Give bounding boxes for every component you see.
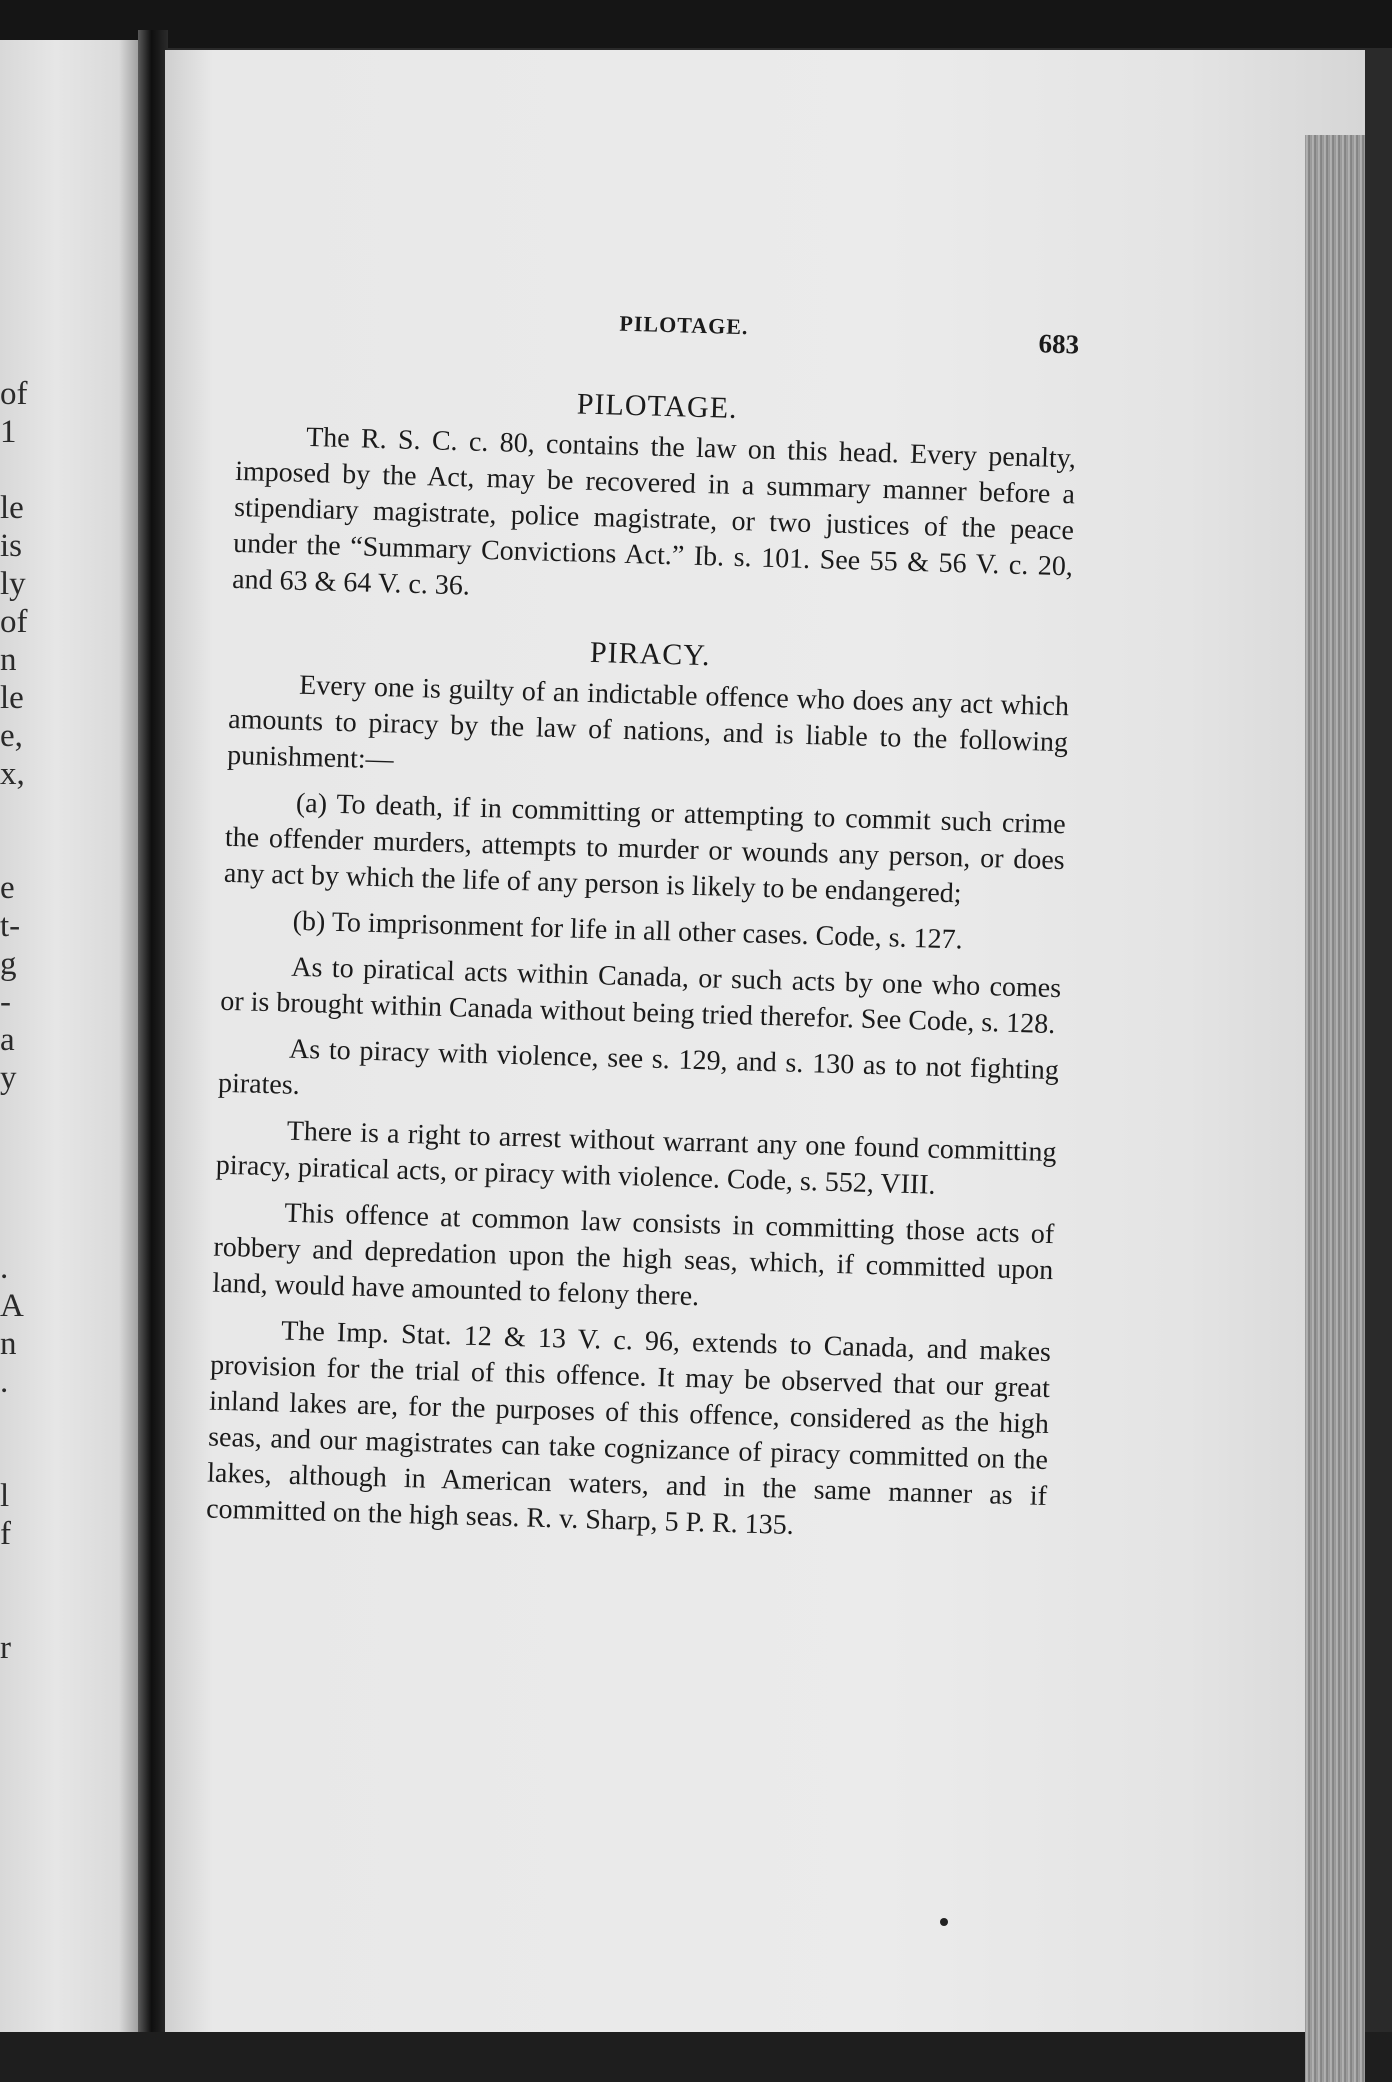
left-page-fragment xyxy=(0,451,40,489)
page-number: 683 xyxy=(1038,328,1080,360)
left-page-fragment: n xyxy=(0,1326,17,1362)
left-page-fragment: - xyxy=(0,984,11,1020)
left-page-fragment xyxy=(0,1135,40,1173)
section-pilotage xyxy=(232,378,1078,621)
left-page-fragment xyxy=(0,1173,40,1211)
left-page-fragment: y xyxy=(0,1060,17,1096)
paragraph: The Imp. Stat. 12 & 13 V. c. 96, extends to Canada, and makes provision for the trial of this offence. It may be observed that our great inland lakes are, for the purposes of this offence, considered as the high seas, and our magistrates can take cognizance of piracy committed on the lakes, although in American waters, and in the same manner as if committed on the high seas. R. v. Sharp, 5 P. R. 135. xyxy=(205,1315,1052,1541)
paragraph: There is a right to arrest without warrant any one found committing piracy, piratical acts, or piracy with violence. Code, s. 552, VIII. xyxy=(215,1115,1057,1201)
left-page-fragment: . xyxy=(0,1364,9,1400)
left-page-fragment: x, xyxy=(0,756,25,792)
paragraph: (a) To death, if in committing or attempting to commit such crime the offender murders, attempts to murder or wounds any person, or does any act by which the life of any person is likely to be endangered; xyxy=(223,787,1067,910)
left-page-fragment: r xyxy=(0,1630,11,1666)
left-page-fragment: A xyxy=(0,1288,24,1324)
left-page-fragment: le xyxy=(0,490,24,526)
left-page-fragment: of xyxy=(0,376,28,412)
left-page-fragment: l xyxy=(0,1478,10,1514)
left-page-fragment xyxy=(0,1439,40,1477)
ink-speck xyxy=(940,1918,948,1926)
left-page-fragment xyxy=(0,1401,40,1439)
left-page-fragment: g xyxy=(0,946,17,982)
left-page-fragment: 1 xyxy=(0,414,17,450)
section-heading: PIRACY. xyxy=(589,635,712,673)
left-page-fragment: ly xyxy=(0,566,26,602)
left-page-fragment xyxy=(0,1591,40,1629)
left-page-fragment: e, xyxy=(0,718,23,754)
section-heading: PILOTAGE. xyxy=(576,387,739,425)
paragraph: (b) To imprisonment for life in all other cases. Code, s. 127. xyxy=(292,905,964,956)
left-page-fragment: is xyxy=(0,528,23,564)
left-page-fragment: n xyxy=(0,642,17,678)
paragraph: As to piratical acts within Canada, or such acts by one who comes or is brought within Canada without being tried therefor. See Code, s. 128. xyxy=(219,951,1062,1041)
left-page-fragment: a xyxy=(0,1022,15,1058)
running-title: PILOTAGE. xyxy=(619,310,749,340)
page-text xyxy=(205,300,1079,1561)
paragraph: The R. S. C. c. 80, contains the law on this head. Every penalty, imposed by the Act, may be recovered in a summary manner before a stipendiary magistrate, police magistrate, or two justices of the peace under the “Summary Convictions Act.” Ib. s. 101. See 55 & 56 V. c. 20, and 63 & 64 V. c. 36. xyxy=(231,421,1077,602)
left-page-fragment: e xyxy=(0,870,15,906)
left-page-fragment xyxy=(0,793,40,831)
left-page-fragment xyxy=(0,1211,40,1249)
left-page-fragment xyxy=(0,1097,40,1135)
left-page-text-fragments xyxy=(0,375,40,1667)
paragraph: Every one is guilty of an indictable offence who does any act which amounts to piracy by the law of nations, and is liable to the following punishment:— xyxy=(226,669,1070,776)
left-page-fragment: f xyxy=(0,1516,11,1552)
left-facing-page xyxy=(0,40,140,2032)
paragraph: As to piracy with violence, see s. 129, and s. 130 as to not fighting pirates. xyxy=(217,1033,1060,1101)
scanner-background xyxy=(0,0,1392,48)
left-page-fragment xyxy=(0,831,40,869)
section-piracy xyxy=(206,626,1071,1551)
left-page-fragment: of xyxy=(0,604,28,640)
page-edges xyxy=(1305,135,1365,2082)
paragraph: This offence at common law consists in committing those acts of robbery and depredation upon the high seas, which, if committed upon land, would have amounted to felony there. xyxy=(212,1197,1055,1313)
book-gutter xyxy=(138,30,168,2032)
left-page-fragment: le xyxy=(0,680,24,716)
left-page-fragment: . xyxy=(0,1250,9,1286)
left-page-fragment: t- xyxy=(0,908,21,944)
left-page-fragment xyxy=(0,1553,40,1591)
